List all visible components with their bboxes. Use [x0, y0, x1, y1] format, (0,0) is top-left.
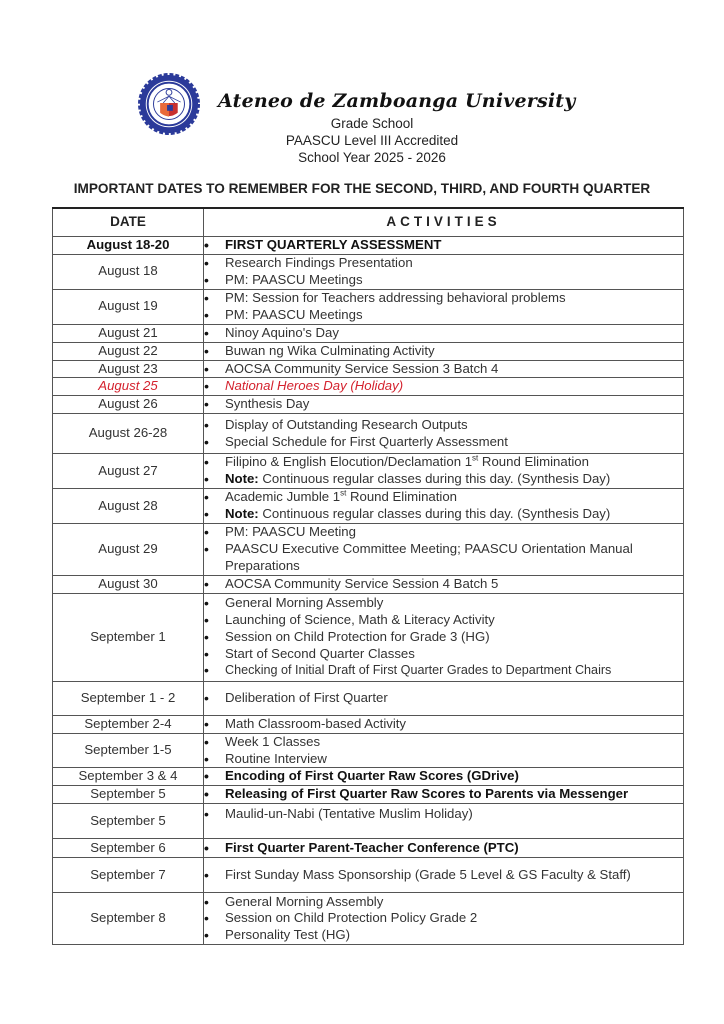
activity-item [204, 272, 683, 289]
date-cell: August 28 [53, 488, 204, 523]
activity-item [204, 840, 683, 857]
activity-list [204, 396, 683, 413]
activity-item [204, 378, 683, 395]
activities-cell [204, 733, 684, 768]
activities-cell [204, 681, 684, 715]
activity-text-continued: Round Elimination [478, 454, 589, 470]
activity-text: PM: PAASCU Meetings [225, 271, 363, 287]
activity-text: General Morning Assembly [225, 595, 384, 611]
table-row [53, 237, 684, 255]
activity-item [204, 595, 683, 612]
activity-text: Routine Interview [225, 750, 327, 766]
table-row [53, 715, 684, 733]
activity-list [204, 290, 683, 324]
activity-text: Releasing of First Quarter Raw Scores to Parents via Messenger [225, 786, 629, 802]
activity-item [204, 454, 683, 471]
document-header [0, 70, 724, 170]
activity-text: Continuous regular classes during this day. (Synthesis Day) [258, 471, 611, 487]
table-row [53, 681, 684, 715]
table-row [53, 858, 684, 893]
activity-text: PAASCU Executive Committee Meeting; PAASCU Orientation Manual Preparations [225, 541, 633, 573]
activity-list [204, 716, 683, 733]
activity-list [204, 524, 683, 574]
activity-list [204, 867, 683, 884]
table-row [53, 414, 684, 454]
activity-list [204, 840, 683, 857]
table-row [53, 839, 684, 858]
activities-cell [204, 454, 684, 489]
department-name: Grade School [330, 116, 414, 131]
activity-text: Session on Child Protection for Grade 3 (HG) [225, 628, 490, 644]
activity-list [204, 417, 683, 451]
activity-list [204, 378, 683, 395]
date-cell: September 8 [53, 893, 204, 945]
activity-item [204, 716, 683, 733]
activity-text: PM: PAASCU Meeting [225, 524, 356, 540]
activities-cell [204, 289, 684, 324]
table-row [53, 342, 684, 360]
activity-item [204, 662, 683, 679]
table-row [53, 575, 684, 593]
activities-cell [204, 396, 684, 414]
activities-cell [204, 360, 684, 378]
date-cell: August 26-28 [53, 414, 204, 454]
activity-item [204, 290, 683, 307]
table-row [53, 593, 684, 681]
activity-item [204, 751, 683, 768]
date-cell: September 1-5 [53, 733, 204, 768]
activity-list [204, 237, 683, 254]
activity-text: Ninoy Aquino's Day [225, 324, 339, 340]
activities-cell [204, 804, 684, 839]
activity-text: PM: PAASCU Meetings [225, 306, 363, 322]
date-cell: August 23 [53, 360, 204, 378]
activity-text: First Sunday Mass Sponsorship (Grade 5 Level & GS Faculty & Staff) [225, 866, 631, 882]
date-cell: August 18-20 [53, 237, 204, 255]
activities-cell [204, 237, 684, 255]
note-label: Note: [225, 471, 259, 487]
activities-cell [204, 839, 684, 858]
activity-text: AOCSA Community Service Session 4 Batch 5 [225, 575, 499, 591]
activity-item [204, 786, 683, 803]
date-cell: August 27 [53, 454, 204, 489]
activities-cell [204, 488, 684, 523]
activities-cell [204, 342, 684, 360]
date-cell: September 5 [53, 786, 204, 804]
activity-item [204, 894, 683, 911]
table-row [53, 454, 684, 489]
activity-item [204, 867, 683, 884]
schedule-table [52, 207, 684, 945]
activity-item [204, 806, 683, 823]
activity-list [204, 361, 683, 378]
activity-item [204, 629, 683, 646]
activity-item [204, 396, 683, 413]
date-cell: August 22 [53, 342, 204, 360]
column-header-date: DATE [53, 208, 204, 237]
table-row [53, 893, 684, 945]
activity-list [204, 734, 683, 768]
note-label: Note: [225, 505, 259, 521]
column-header-activities: ACTIVITIES [204, 208, 684, 237]
table-row [53, 360, 684, 378]
date-cell: September 6 [53, 839, 204, 858]
table-row [53, 324, 684, 342]
date-cell: September 5 [53, 804, 204, 839]
activities-cell [204, 715, 684, 733]
activities-cell [204, 893, 684, 945]
activity-text: Continuous regular classes during this day. (Synthesis Day) [258, 505, 611, 521]
table-row [53, 488, 684, 523]
activities-cell [204, 414, 684, 454]
date-cell: September 7 [53, 858, 204, 893]
activity-text: Buwan ng Wika Culminating Activity [225, 342, 435, 358]
activity-text: Display of Outstanding Research Outputs [225, 417, 468, 433]
activity-text: FIRST QUARTERLY ASSESSMENT [225, 237, 442, 253]
activities-cell [204, 324, 684, 342]
university-name: Ateneo de Zamboanga University [218, 90, 576, 112]
activities-cell [204, 786, 684, 804]
table-header-row [53, 208, 684, 237]
activity-item [204, 506, 683, 523]
activity-text: Special Schedule for First Quarterly Assessment [225, 433, 508, 449]
activity-item [204, 255, 683, 272]
activity-item [204, 325, 683, 342]
table-row [53, 396, 684, 414]
activity-item [204, 734, 683, 751]
activity-list [204, 786, 683, 803]
activity-text: General Morning Assembly [225, 893, 384, 909]
activity-list [204, 576, 683, 593]
activity-list [204, 343, 683, 360]
table-row [53, 255, 684, 290]
activities-cell [204, 378, 684, 396]
date-cell: September 2-4 [53, 715, 204, 733]
activity-text: Checking of Initial Draft of First Quarter Grades to Department Chairs [225, 663, 612, 678]
activity-item [204, 541, 683, 575]
activity-text: AOCSA Community Service Session 3 Batch 4 [225, 360, 499, 376]
activity-text-continued: Round Elimination [346, 489, 458, 505]
activity-item [204, 768, 683, 785]
activity-item [204, 690, 683, 707]
date-cell: August 25 [53, 378, 204, 396]
table-row [53, 289, 684, 324]
activity-text: First Quarter Parent-Teacher Conference (PTC) [225, 839, 519, 855]
activity-list [204, 325, 683, 342]
table-row [53, 786, 684, 804]
activity-item [204, 237, 683, 254]
document-title: IMPORTANT DATES TO REMEMBER FOR THE SECOND, THIRD, AND FOURTH QUARTER [73, 181, 651, 196]
schedule-body [53, 237, 684, 945]
activity-text: Maulid-un-Nabi (Tentative Muslim Holiday) [225, 805, 473, 821]
activity-text: Personality Test (HG) [225, 927, 351, 943]
date-cell: August 18 [53, 255, 204, 290]
activity-list [204, 595, 683, 679]
activity-text: Deliberation of First Quarter [225, 689, 388, 705]
activity-list [204, 806, 683, 837]
date-cell: September 1 [53, 593, 204, 681]
date-cell: September 1 - 2 [53, 681, 204, 715]
activity-text: Synthesis Day [225, 396, 310, 412]
activity-text: Launching of Science, Math & Literacy Activity [225, 612, 495, 628]
table-row [53, 378, 684, 396]
date-cell: August 21 [53, 324, 204, 342]
activity-item [204, 646, 683, 663]
activity-text: Filipino & English Elocution/Declamation 1 [225, 454, 473, 470]
activity-item [204, 927, 683, 944]
activity-text: Academic Jumble 1 [225, 489, 341, 505]
date-cell: August 26 [53, 396, 204, 414]
activity-item [204, 434, 683, 451]
ordinal-suffix: st [340, 488, 347, 498]
accreditation-text: PAASCU Level III Accredited [285, 133, 459, 148]
activity-item [204, 417, 683, 434]
table-row [53, 523, 684, 575]
activity-item [204, 307, 683, 324]
table-row [53, 768, 684, 786]
date-cell: August 19 [53, 289, 204, 324]
activity-text: National Heroes Day (Holiday) [225, 378, 404, 394]
activities-cell [204, 858, 684, 893]
activity-item [204, 343, 683, 360]
ordinal-suffix: st [472, 454, 479, 463]
table-row [53, 733, 684, 768]
activity-list [204, 255, 683, 289]
activity-item [204, 361, 683, 378]
activity-list [204, 894, 683, 944]
activity-list [204, 768, 683, 785]
activity-item [204, 910, 683, 927]
activity-item [204, 612, 683, 629]
date-cell: August 29 [53, 523, 204, 575]
activity-item [204, 489, 683, 506]
activities-cell [204, 255, 684, 290]
school-year: School Year 2025 - 2026 [298, 150, 446, 165]
table-row [53, 804, 684, 839]
activity-list [204, 489, 683, 523]
activities-cell [204, 575, 684, 593]
activity-list [204, 454, 683, 488]
activity-item [204, 576, 683, 593]
activity-list [204, 690, 683, 707]
activity-text: Encoding of First Quarter Raw Scores (GDrive) [225, 768, 519, 784]
activities-cell [204, 523, 684, 575]
activity-text: PM: Session for Teachers addressing behavioral problems [225, 289, 566, 305]
activity-item [204, 524, 683, 541]
activity-text: Session on Child Protection Policy Grade 2 [225, 910, 478, 926]
date-cell: September 3 & 4 [53, 768, 204, 786]
activity-text: Research Findings Presentation [225, 255, 413, 270]
activity-item [204, 471, 683, 488]
activities-cell [204, 768, 684, 786]
activities-cell [204, 593, 684, 681]
activity-text: Start of Second Quarter Classes [225, 645, 415, 661]
date-cell: August 30 [53, 575, 204, 593]
activity-text: Week 1 Classes [225, 733, 321, 749]
activity-text: Math Classroom-based Activity [225, 715, 407, 731]
